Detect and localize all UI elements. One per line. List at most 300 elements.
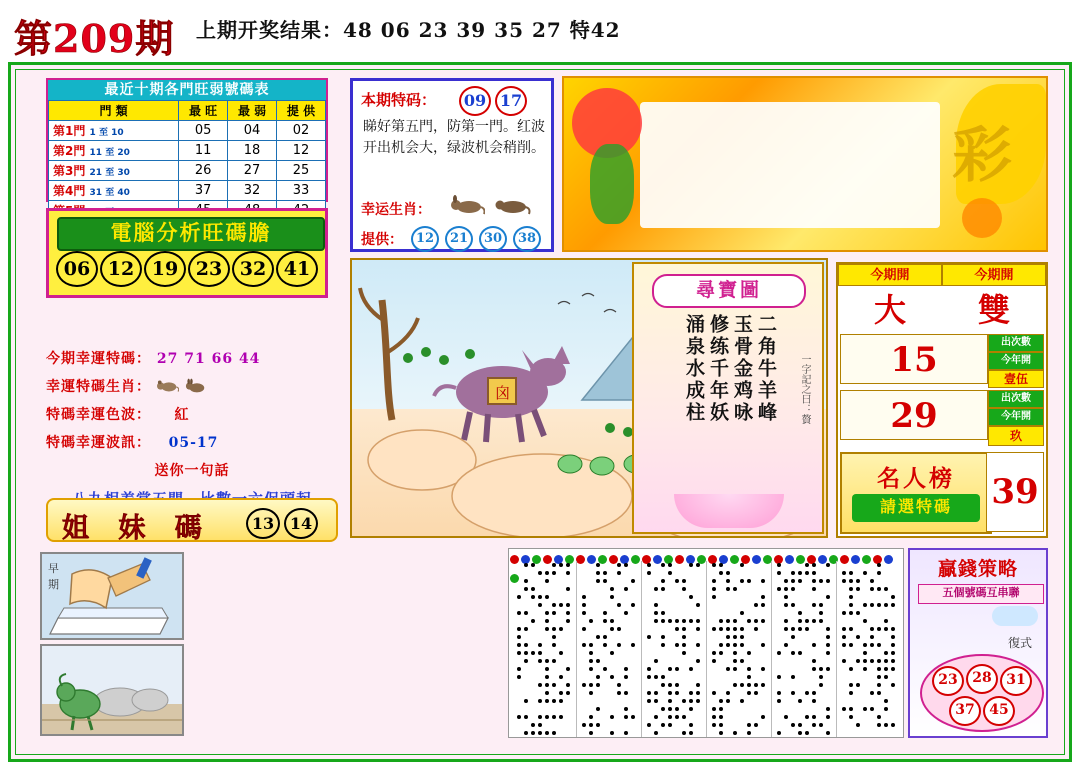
grid-dot [617,643,621,647]
grid-dot [870,691,874,695]
grid-dot [524,627,528,631]
grid-dot [798,731,802,735]
sister-code-number: 14 [284,508,318,539]
treasure-poem-columns [642,314,818,504]
special-provide-number: 38 [513,226,541,252]
grid-dot [582,627,586,631]
grid-dot [891,659,895,663]
figure-scene-vector [42,646,184,736]
grid-dot [538,723,542,727]
treasure-poem-panel [632,262,824,534]
grid-dot [661,563,665,567]
grid-dot [733,587,737,591]
grid-dot [675,643,679,647]
grid-dot [712,587,716,591]
grid-dot [661,619,665,623]
grid-dot [826,635,830,639]
grid-dot [682,715,686,719]
recent-table-title: 最近十期各門旺弱號碼表 [48,80,326,100]
grid-dot [631,579,635,583]
grid-dot [596,723,600,727]
table-header-row [49,101,326,121]
page-header [0,0,1080,60]
grid-dot [654,715,658,719]
th-provide: 提 供 [277,101,326,121]
grid-dot [689,595,693,599]
grid-dot [891,635,895,639]
grid-divider [706,561,707,737]
grid-dot [849,611,853,615]
grid-dot [661,675,665,679]
current-draw-info-panel [836,262,1048,538]
grid-dot [617,563,621,567]
grid-dot [566,587,570,591]
grid-dot [747,667,751,671]
grid-dot [877,643,881,647]
grid-dot [696,691,700,695]
cell-hot: 11 [179,141,228,161]
grid-dot [856,611,860,615]
grid-dot [566,691,570,695]
grid-dot [733,731,737,735]
grid-dot [610,651,614,655]
grid-dot [863,651,867,655]
rat-icon [157,378,179,394]
grid-dot [654,603,658,607]
grid-dot [682,643,686,647]
grid-dot [610,715,614,719]
grid-dot [675,579,679,583]
grid-dot [538,659,542,663]
grid-dot [726,627,730,631]
grid-dot [668,571,672,575]
grid-dot [668,723,672,727]
grid-dot [675,667,679,671]
grid-dot [552,571,556,575]
grid-dot [589,723,593,727]
grid-dot [891,603,895,607]
grid-dot [747,683,751,687]
th-hot: 最 旺 [179,101,228,121]
grid-dot [784,627,788,631]
grid-dot [726,667,730,671]
grid-dot [582,723,586,727]
grid-dot [719,571,723,575]
grid-dot [798,651,802,655]
grid-dot [538,571,542,575]
strategy-number: 45 [983,696,1015,726]
grid-dot [719,643,723,647]
analysis-number: 41 [276,251,318,287]
big-char-parity: 雙 [977,291,1010,329]
grid-dot [517,643,521,647]
grid-dot [726,579,730,583]
table-row [49,141,326,161]
current-number-2: 29 [840,390,988,440]
grid-dot [545,627,549,631]
grid-dot [849,643,853,647]
svg-text:期: 期 [48,578,59,591]
grid-dot [524,651,528,655]
grid-dot [624,587,628,591]
grid-dot [863,571,867,575]
side-year-label-2: 今年開 [988,408,1044,426]
strategy-number: 31 [1000,666,1032,696]
grid-dot [719,731,723,735]
grid-dot [538,715,542,719]
grid-dot [531,595,535,599]
grid-dot [712,563,716,567]
grid-dot [877,571,881,575]
grid-dot [784,587,788,591]
grid-dot [624,563,628,567]
grid-dot [747,579,751,583]
grid-dot [784,619,788,623]
grid-dot [559,699,563,703]
grid-dot [617,691,621,695]
grid-dot [863,659,867,663]
computer-analysis-panel [46,208,328,298]
lucky-info-panel [46,348,338,488]
special-code-number: 09 [459,86,491,116]
grid-dot [877,563,881,567]
zodiac-animal-icon-1 [449,193,485,217]
grid-dot [754,683,758,687]
th-cold: 最 弱 [228,101,277,121]
cell-cold: 18 [228,141,277,161]
grid-dot [884,587,888,591]
grid-dot [559,563,563,567]
grid-dot [884,723,888,727]
grid-dot [712,579,716,583]
grid-dot [654,587,658,591]
grid-dot [842,611,846,615]
strategy-title: 贏錢策略 [937,558,1018,580]
grid-dot [798,611,802,615]
grid-dot [668,707,672,711]
decorative-artwork-top [562,76,1048,252]
grid-dot [805,731,809,735]
grid-dot [777,699,781,703]
grid-dot [531,651,535,655]
grid-dot [517,611,521,615]
grid-dot [668,699,672,703]
grid-dot [740,699,744,703]
grid-dot [596,571,600,575]
grid-dot [538,595,542,599]
grid-dot [812,563,816,567]
grid-dot [805,619,809,623]
grid-dot [610,731,614,735]
grid-dot [589,643,593,647]
grid-dot [884,651,888,655]
side-value-1: 壹伍 [988,370,1044,388]
grid-dot [545,715,549,719]
grid-dot [884,667,888,671]
grid-dot [798,723,802,727]
grid-dot [675,691,679,695]
grid-dot [819,723,823,727]
grid-dot [689,667,693,671]
grid-dot [668,691,672,695]
cell-cold: 32 [228,181,277,201]
grid-dot [733,659,737,663]
grid-dot [891,667,895,671]
grid-dot [631,643,635,647]
grid-dot [661,643,665,647]
grid-dot [596,563,600,567]
grid-dot [545,619,549,623]
grid-divider [771,561,772,737]
artwork-white-area [640,102,940,228]
grid-dot [863,667,867,671]
grid-dot [791,691,795,695]
grid-dot [531,587,535,591]
th-category: 門 類 [49,101,179,121]
grid-dot [552,563,556,567]
grid-dot [712,691,716,695]
grid-dot [856,579,860,583]
grid-dot [877,659,881,663]
grid-dot [849,603,853,607]
grid-dot [712,595,716,599]
grid-dot [798,619,802,623]
grid-dot [589,731,593,735]
grid-dot [603,579,607,583]
grid-dot [777,675,781,679]
grid-dot [682,651,686,655]
grid-dot [740,579,744,583]
grid-dot [624,731,628,735]
side-year-label-1: 今年開 [988,352,1044,370]
row-label: 第1門 1 至 10 [49,121,179,141]
side-count-label-2: 出次數 [988,390,1044,408]
grid-dot [777,571,781,575]
grid-dot [777,563,781,567]
grid-dot [719,627,723,631]
grid-dot [791,571,795,575]
grid-dot [870,587,874,591]
grid-dot [740,627,744,631]
grid-dot [805,715,809,719]
grid-dot [884,675,888,679]
grid-dot [559,715,563,719]
accent-shape [962,198,1002,238]
grid-dot [761,643,765,647]
analysis-number: 19 [144,251,186,287]
poem-column: 修练千年妖 [707,314,729,424]
grid-dot [891,595,895,599]
grid-dot [647,691,651,695]
grid-dot [582,683,586,687]
grid-dot [784,579,788,583]
special-provide-label: 提供： [361,232,403,248]
treasure-signature: 一字記之曰：贅 [799,354,810,424]
grid-dot [812,603,816,607]
grid-dot [849,579,853,583]
poem-column: 涌泉水成柱 [683,314,705,424]
grid-dot [566,563,570,567]
grid-dot [819,603,823,607]
grid-dot [675,683,679,687]
grid-dot [740,683,744,687]
grid-dot [812,619,816,623]
grid-dot [870,707,874,711]
grid-dot [589,683,593,687]
grid-dot [733,643,737,647]
grid-dot [826,731,830,735]
grid-dot [517,651,521,655]
grid-dot [661,587,665,591]
grid-dot [596,659,600,663]
grid-dot [733,619,737,623]
grid-dot [870,643,874,647]
lucky-special-row [46,348,338,368]
grid-dot [517,635,521,639]
grid-dot [712,627,716,631]
grid-dot [531,563,535,567]
grid-dot [884,659,888,663]
grid-dot [559,691,563,695]
grid-dot [726,635,730,639]
dot-pattern-chart [508,548,904,738]
grid-dot [524,715,528,719]
grid-dot [849,691,853,695]
famous-title: 名人榜 [877,465,955,492]
grid-dot [819,667,823,671]
grid-dot [877,683,881,687]
grid-dot [624,707,628,711]
grid-dot [849,715,853,719]
grid-dot [812,571,816,575]
grid-dot [582,643,586,647]
grid-dot [682,587,686,591]
grid-dot [596,683,600,687]
grid-dot [524,611,528,615]
previous-draw-result: 上期开奖结果：48 06 23 39 35 27 特42 [196,18,621,42]
special-code-panel [350,78,554,252]
grid-dot [784,595,788,599]
grid-dot [617,683,621,687]
analysis-title: 電腦分析旺碼膽 [57,217,325,251]
grid-dot [545,699,549,703]
grid-dot [668,619,672,623]
grid-dot [545,595,549,599]
grid-dot [545,731,549,735]
grid-dot [849,707,853,711]
grid-dot [842,707,846,711]
analysis-number-list [49,251,325,287]
grid-dot [712,651,716,655]
grid-dot [826,579,830,583]
grid-divider [576,561,577,737]
grid-dot [754,603,758,607]
lucky-wave-row [46,432,338,452]
grid-dot [545,675,549,679]
header-right: 今期開 [942,264,1046,286]
issue-title: 第209期 [14,16,175,61]
artwork-glyph: 彩 [952,121,1012,191]
grid-dot [826,595,830,599]
grid-dot [566,619,570,623]
grid-dot [819,683,823,687]
poem-column: 二角牛羊峰 [755,314,777,424]
lucky-note: 送你一句話 [154,463,230,479]
grid-dot [589,659,593,663]
grid-dot [891,643,895,647]
grid-dot [647,571,651,575]
grid-dot [631,715,635,719]
grid-dot [610,675,614,679]
grid-dot [517,675,521,679]
cell-provide: 12 [277,141,326,161]
grid-dot [582,611,586,615]
grid-dot [689,619,693,623]
grid-dot [849,627,853,631]
grid-dot [812,659,816,663]
grid-dot [610,595,614,599]
grid-dot [819,579,823,583]
grid-dot [891,683,895,687]
grid-dot [740,659,744,663]
grid-dot [856,683,860,687]
grid-dot [668,667,672,671]
grid-dot [740,563,744,567]
grid-dot [545,659,549,663]
grid-dot [647,723,651,727]
leaf-shape [590,144,634,224]
grid-dot [819,675,823,679]
grid-dot [856,659,860,663]
cell-provide: 25 [277,161,326,181]
grid-dot [842,627,846,631]
grid-dot [610,587,614,591]
grid-dot [733,667,737,671]
grid-dot [884,619,888,623]
strategy-number: 23 [932,666,964,696]
grid-dot [726,619,730,623]
grid-divider [641,561,642,737]
grid-divider [836,561,837,737]
lucky-special-value: 27 71 66 44 [156,351,261,367]
grid-dot [798,699,802,703]
grid-dot [826,707,830,711]
rabbit-icon [185,378,207,394]
grid-dot [596,707,600,711]
grid-dot [589,651,593,655]
analysis-number: 06 [56,251,98,287]
grid-dot [617,627,621,631]
grid-dot [849,587,853,591]
grid-dot [552,603,556,607]
grid-dot [545,611,549,615]
grid-dot [812,667,816,671]
grid-dot [538,643,542,647]
grid-dot [747,619,751,623]
grid-dot [849,667,853,671]
grid-dot [870,579,874,583]
grid-dot [654,731,658,735]
grid-dot [791,587,795,591]
grid-dot [870,659,874,663]
grid-dot [891,627,895,631]
grid-dot [791,675,795,679]
grid-dot [877,675,881,679]
grid-dot [675,619,679,623]
grid-dot [777,691,781,695]
grid-dot [524,563,528,567]
cell-hot: 26 [179,161,228,181]
